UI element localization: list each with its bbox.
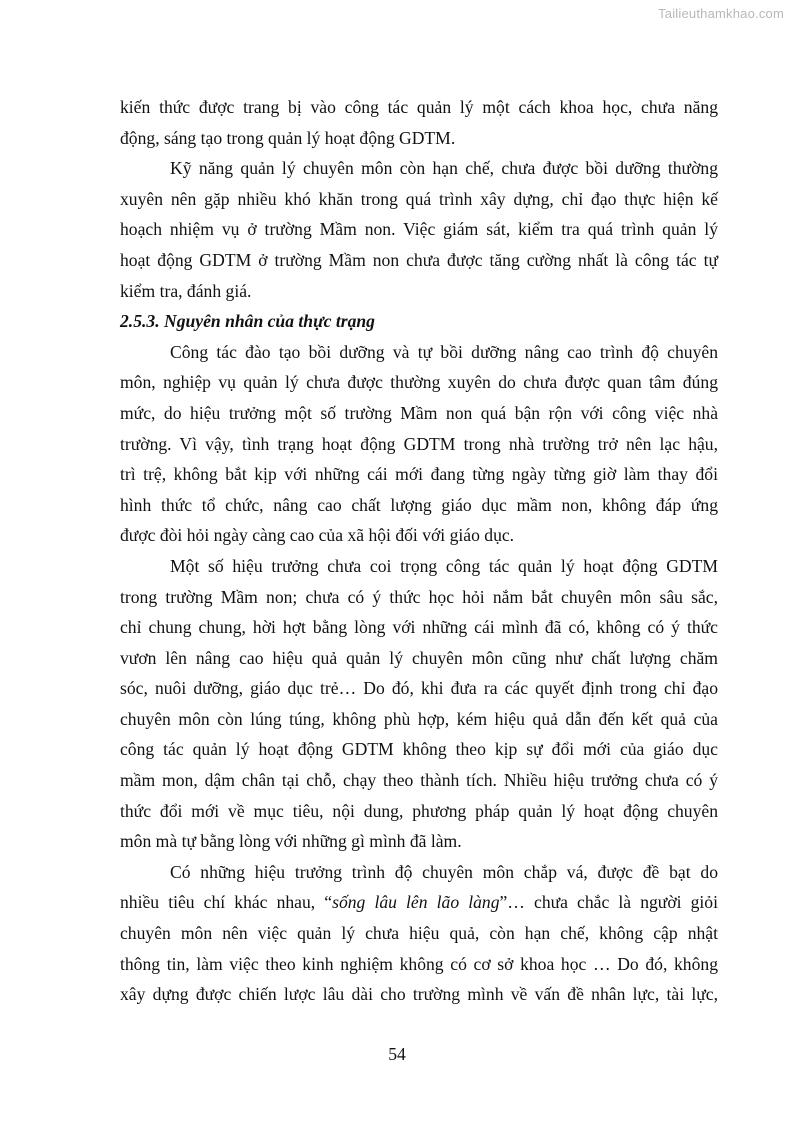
- text-line: Kỹ năng quản lý chuyên môn còn hạn chế, chưa được bồi dưỡng thường: [170, 158, 718, 179]
- text-line: môn mà tự bằng lòng với những gì mình đã làm.: [120, 831, 462, 852]
- text-line: Công tác đào tạo bồi dưỡng và tự bồi dưỡng nâng cao trình độ chuyên: [170, 341, 718, 362]
- text-line: được đòi hỏi ngày càng cao của xã hội đối với giáo dục.: [120, 525, 515, 546]
- page-body: [120, 92, 718, 1010]
- text-line: thông tin, làm việc theo kinh nghiệm không có cơ sở khoa học … Do đó, không: [120, 953, 718, 974]
- text-line: mức, do hiệu trưởng một số trường Mầm non quá bận rộn với công việc nhà: [120, 402, 718, 423]
- text-line: kiến thức được trang bị vào công tác quản lý một cách khoa học, chưa năng: [120, 97, 718, 117]
- text-line: kiểm tra, đánh giá.: [120, 280, 252, 301]
- text-line: trì trệ, không bắt kịp với những cái mới đang từng ngày từng giờ làm thay đổi: [120, 464, 718, 485]
- text-line: thức đổi mới về mục tiêu, nội dung, phương pháp quản lý hoạt động chuyên: [120, 800, 718, 821]
- text-segment: nhiều tiêu chí khác nhau, “: [120, 892, 333, 913]
- text-line: môn, nghiệp vụ quản lý chưa được thường xuyên do chưa được quan tâm đúng: [120, 372, 718, 393]
- text-line: chuyên môn còn lúng túng, không phù hợp, kém hiệu quả dẫn đến kết quả của: [120, 708, 718, 729]
- text-line: xuyên nên gặp nhiều khó khăn trong quá trình xây dựng, chỉ đạo thực hiện kế: [120, 188, 718, 209]
- text-line: [120, 887, 718, 918]
- section-heading: 2.5.3. Nguyên nhân của thực trạng: [120, 311, 375, 332]
- text-line: xây dựng được chiến lược lâu dài cho trường mình về vấn đề nhân lực, tài lực,: [120, 984, 718, 1005]
- text-line: vươn lên nâng cao hiệu quả quản lý chuyên môn cũng như chất lượng chăm: [120, 647, 718, 668]
- text-line: Một số hiệu trưởng chưa coi trọng công tác quản lý hoạt động GDTM: [170, 555, 718, 576]
- text-line: chuyên môn nên việc quản lý chưa hiệu quả, còn hạn chế, không cập nhật: [120, 923, 718, 944]
- text-line: mầm mon, dậm chân tại chỗ, chạy theo thành tích. Nhiều hiệu trưởng chưa có ý: [120, 770, 718, 791]
- text-line: sóc, nuôi dưỡng, giáo dục trẻ… Do đó, khi đưa ra các quyết định trong chỉ đạo: [120, 678, 718, 699]
- page-number: 54: [388, 1044, 406, 1064]
- text-line: hoạt động GDTM ở trường Mầm non chưa được tăng cường nhất là công tác tự: [120, 249, 718, 270]
- text-line: hoạch nhiệm vụ ở trường Mầm non. Việc giám sát, kiểm tra quá trình quản lý: [120, 219, 718, 240]
- quoted-saying: sống lâu lên lão làng: [332, 892, 500, 913]
- text-line: công tác quản lý hoạt động GDTM không theo kịp sự đổi mới của giáo dục: [120, 739, 718, 760]
- text-line: trong trường Mầm non; chưa có ý thức học hỏi nắm bắt chuyên môn sâu sắc,: [120, 586, 718, 607]
- text-line: chỉ chung chung, hời hợt bằng lòng với những cái mình đã có, không có ý thức: [120, 617, 718, 638]
- watermark: Tailieuthamkhao.com: [658, 6, 784, 21]
- text-line: động, sáng tạo trong quản lý hoạt động GDTM.: [120, 127, 456, 148]
- text-line: Có những hiệu trưởng trình độ chuyên môn chắp vá, được đề bạt do: [170, 861, 718, 882]
- text-line: hình thức tổ chức, nâng cao chất lượng giáo dục mầm non, không đáp ứng: [120, 494, 718, 515]
- text-segment: ”… chưa chắc là người giỏi: [499, 892, 718, 913]
- text-line: trường. Vì vậy, tình trạng hoạt động GDTM trong nhà trường trở nên lạc hậu,: [120, 433, 718, 454]
